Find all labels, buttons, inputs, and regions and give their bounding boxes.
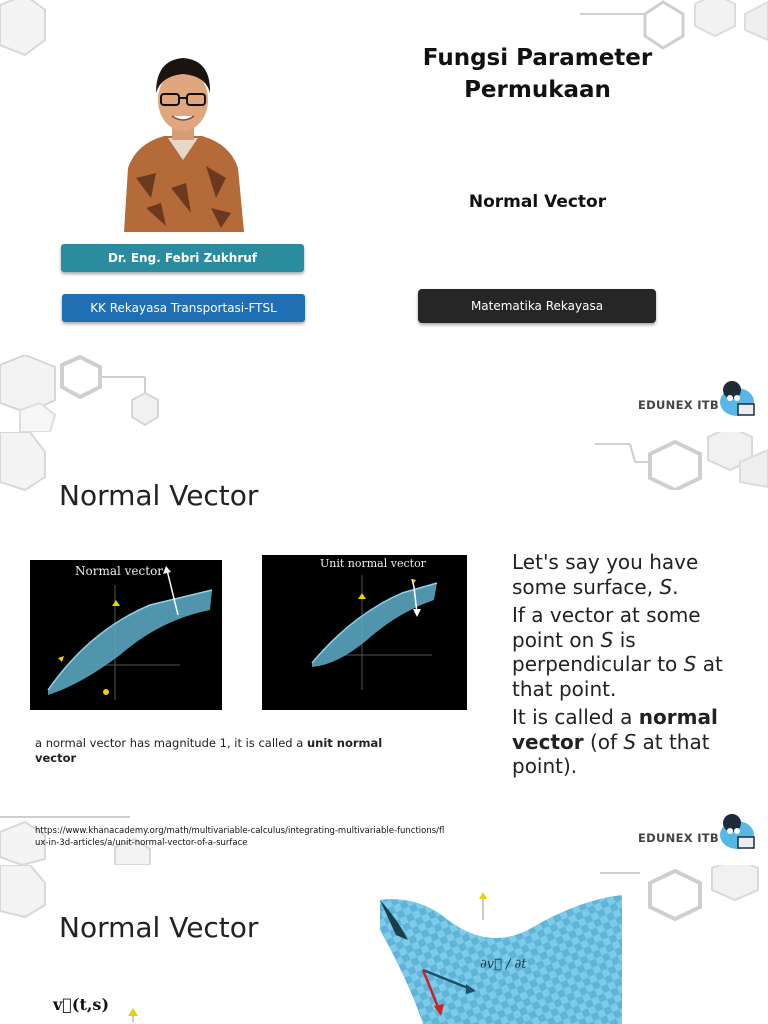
department-badge: KK Rekayasa Transportasi-FTSL: [62, 294, 305, 322]
p1-symbol: S: [659, 574, 673, 599]
figure-label-unit-normal: Unit normal vector: [320, 557, 426, 570]
p2-text-b: is perpendicular to: [512, 627, 684, 676]
surface-graphic: [262, 555, 467, 710]
hexagon-decoration-left: [0, 432, 50, 492]
surface-graphic: [30, 560, 222, 710]
source-link[interactable]: https://www.khanacademy.org/math/multivariable-calculus/integrating-multivariable-functions/flux-in-3d-articles/a/unit-normal-vector-of-a-surface: [35, 826, 445, 848]
presenter-photo: [116, 48, 250, 232]
edunex-logo-icon: [716, 380, 758, 420]
arrow-marker-icon: [127, 1008, 139, 1022]
p2-text-c: at that point.: [512, 652, 723, 701]
slide-normal-vector-2: [0, 865, 768, 1024]
p3-text-c: at that point).: [512, 729, 710, 778]
hexagon-decoration-top-right: [600, 865, 768, 925]
slide-title-heading: [410, 42, 665, 106]
paragraph-1: [512, 550, 752, 599]
explanation-text: [512, 550, 752, 783]
hexagon-decoration-top-left: [0, 0, 50, 60]
p3-text-a: It is called a: [512, 705, 639, 729]
unit-normal-caption: [35, 736, 425, 766]
slide-normal-vector: [0, 432, 768, 865]
edunex-brand-label: EDUNEX ITB: [638, 831, 719, 845]
p1-text: Let's say you have some surface,: [512, 550, 699, 599]
presenter-name-badge: Dr. Eng. Febri Zukhruf: [61, 244, 304, 272]
parametric-surface-graphic: [378, 890, 624, 1024]
paragraph-3: [512, 705, 752, 779]
p2-symbol-2: S: [683, 652, 697, 676]
p2-symbol: S: [600, 627, 614, 652]
unit-normal-vector-figure: [262, 555, 467, 710]
partial-derivative-label: ∂v⃗ / ∂t: [480, 957, 527, 972]
p1-end: .: [672, 574, 679, 599]
edunex-logo-icon: [716, 813, 758, 853]
hexagon-decoration-left: [0, 865, 50, 923]
title-line-1: Fungsi Parameter: [422, 45, 653, 71]
normal-vector-figure: [30, 560, 222, 710]
slide-heading: Normal Vector: [59, 479, 259, 512]
hexagon-decoration-top-right: [590, 432, 768, 490]
p2-text-a: If a vector at some point on: [512, 603, 701, 652]
caption-text: a normal vector has magnitude 1, it is called a: [35, 736, 307, 750]
p3-symbol: S: [623, 729, 637, 754]
slide-subtitle: Normal Vector: [468, 192, 607, 212]
caption-bold: unit normal vector: [35, 736, 383, 765]
course-badge: Matematika Rekayasa: [418, 289, 656, 323]
hexagon-decoration-bottom-left: [0, 355, 170, 432]
paragraph-2: [512, 603, 752, 701]
figure-label-normal: Normal vector: [75, 564, 164, 578]
title-line-2: Permukaan: [464, 77, 611, 103]
slide-heading: Normal Vector: [59, 911, 259, 944]
p3-text-b: (of: [583, 729, 624, 754]
edunex-brand-label: EDUNEX ITB: [638, 398, 719, 412]
vector-function-formula: v⃗(t,s): [53, 995, 110, 1014]
p3-bold: normal vector: [512, 705, 718, 754]
slide-title: [0, 0, 768, 432]
